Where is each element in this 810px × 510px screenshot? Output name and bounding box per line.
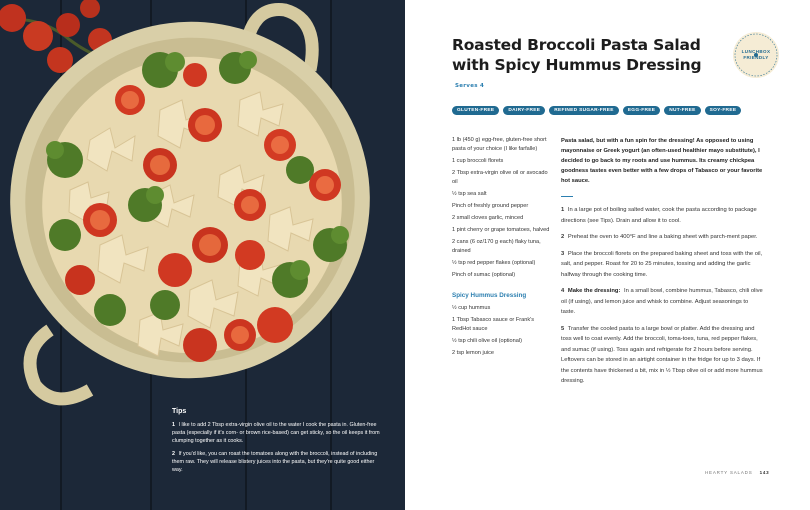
recipe-title: Roasted Broccoli Pasta Salad with Spicy Hummus Dressing xyxy=(452,36,702,74)
badge-text: LUNCHBOX FRIENDLY xyxy=(741,49,771,60)
serves-label: Serves 4 xyxy=(455,82,485,89)
ingredient-item: 1 Tbsp Tabasco sauce or Frank's RedHot sauce xyxy=(452,317,535,332)
method-step xyxy=(561,205,763,226)
divider xyxy=(561,196,573,197)
method-column xyxy=(561,136,763,393)
ingredient-item: 1 cup broccoli florets xyxy=(452,158,504,164)
step-text: In a large pot of boiling salted water, cook the pasta according to package directions (see Tips). Drain and allow it to cool. xyxy=(561,207,757,224)
tips-title: Tips xyxy=(172,408,187,415)
method-step xyxy=(561,286,763,318)
tip-text: I like to add 2 Tbsp extra-virgin olive oil to the water I cook the pasta in. Gluten-free pasta (especially if it's corn- or brown rice-based) can get sticky, so the oil keeps it from clumping together as it cooks. xyxy=(172,422,380,444)
diet-tag: NUT-FREE xyxy=(664,106,700,115)
step-text: Preheat the oven to 400°F and line a baking sheet with parch-ment paper. xyxy=(567,234,758,241)
tip-number: 1 xyxy=(172,422,175,428)
diet-tag: SOY-FREE xyxy=(705,106,742,115)
diet-tag: EGG-FREE xyxy=(623,106,660,115)
ingredient-item: 2 cans (6 oz/170 g each) flaky tuna, drained xyxy=(452,239,541,254)
step-text: Transfer the cooled pasta to a large bowl or platter. Add the dressing and toss well to coat evenly. Add the broccoli, toma-toes, tuna, red pepper flakes, and sumac (if using). Toss again and refrigerate for 2 hours before serving. Leftovers can be stored in an airtight container in the fridge for up to 3 days. If the contents have thickened a bit, mix in ½ Tbsp olive oil or add more hummus dressing. xyxy=(561,325,763,385)
page-footer xyxy=(705,470,769,475)
recipe-page xyxy=(405,0,810,510)
diet-tag-list xyxy=(452,106,741,115)
diet-tag: GLUTEN-FREE xyxy=(452,106,499,115)
ingredient-item: ½ tsp sea salt xyxy=(452,191,487,197)
step-number: 4 xyxy=(561,288,565,295)
diet-tag: DAIRY-FREE xyxy=(503,106,545,115)
method-step xyxy=(561,232,763,243)
step-lead: Make the dressing: xyxy=(567,288,621,295)
step-number: 1 xyxy=(561,207,565,214)
dressing-heading: Spicy Hummus Dressing xyxy=(452,292,527,299)
recipe-intro: Pasta salad, but with a fun spin for the dressing! As opposed to using mayonnaise or Greek yogurt (an often-used healthier mayo substitute), I decided to go back to my roots and use hummus. Its creamy chickpea goodness tastes even better with a few drops of Tabasco or your favorite hot sauce. xyxy=(561,138,763,184)
tip-number: 2 xyxy=(172,451,175,457)
method-step xyxy=(561,249,763,281)
section-name: HEARTY SALADS xyxy=(705,470,753,475)
recipe-heading xyxy=(452,35,702,96)
ingredient-list xyxy=(452,136,552,361)
tip-item xyxy=(172,450,382,474)
ingredient-item: 2 small cloves garlic, minced xyxy=(452,215,524,221)
step-number: 5 xyxy=(561,325,565,332)
tip-item xyxy=(172,421,382,445)
diet-tag: REFINED SUGAR-FREE xyxy=(549,106,619,115)
step-number: 2 xyxy=(561,234,565,241)
ingredient-item: 1 pint cherry or grape tomatoes, halved xyxy=(452,227,550,233)
ingredient-item: 1 lb (450 g) egg-free, gluten-free short pasta of your choice (I like farfalle) xyxy=(452,137,547,152)
ingredient-item: ½ tsp red pepper flakes (optional) xyxy=(452,260,536,266)
step-text: In a small bowl, combine hummus, Tabasco, chili olive oil (if using), and lemon juice and whisk to combine. Adjust seasonings to taste. xyxy=(561,288,763,316)
lunchbox-friendly-badge xyxy=(733,32,779,78)
page-number: 143 xyxy=(759,470,770,475)
step-text: Place the broccoli florets on the prepared baking sheet and toss with the oil, salt, and pepper. Roast for 20 to 25 minutes, tossing and adding the garlic halfway through the cooking time. xyxy=(561,250,763,278)
ingredient-item: 2 tsp lemon juice xyxy=(452,350,494,356)
method-step xyxy=(561,324,763,387)
tip-text: If you'd like, you can roast the tomatoes along with the broccoli, instead of including them raw. They will release blistery juices into the pasta, but they're quite good either way. xyxy=(172,451,378,473)
step-number: 3 xyxy=(561,250,565,257)
ingredient-item: 2 Tbsp extra-virgin olive oil or avocado oil xyxy=(452,170,548,185)
tips-box xyxy=(172,408,382,479)
ingredient-item: ½ cup hummus xyxy=(452,305,491,311)
ingredient-item: Pinch of freshly ground pepper xyxy=(452,203,529,209)
ingredient-item: Pinch of sumac (optional) xyxy=(452,272,516,278)
ingredient-item: ½ tsp chili olive oil (optional) xyxy=(452,338,522,344)
